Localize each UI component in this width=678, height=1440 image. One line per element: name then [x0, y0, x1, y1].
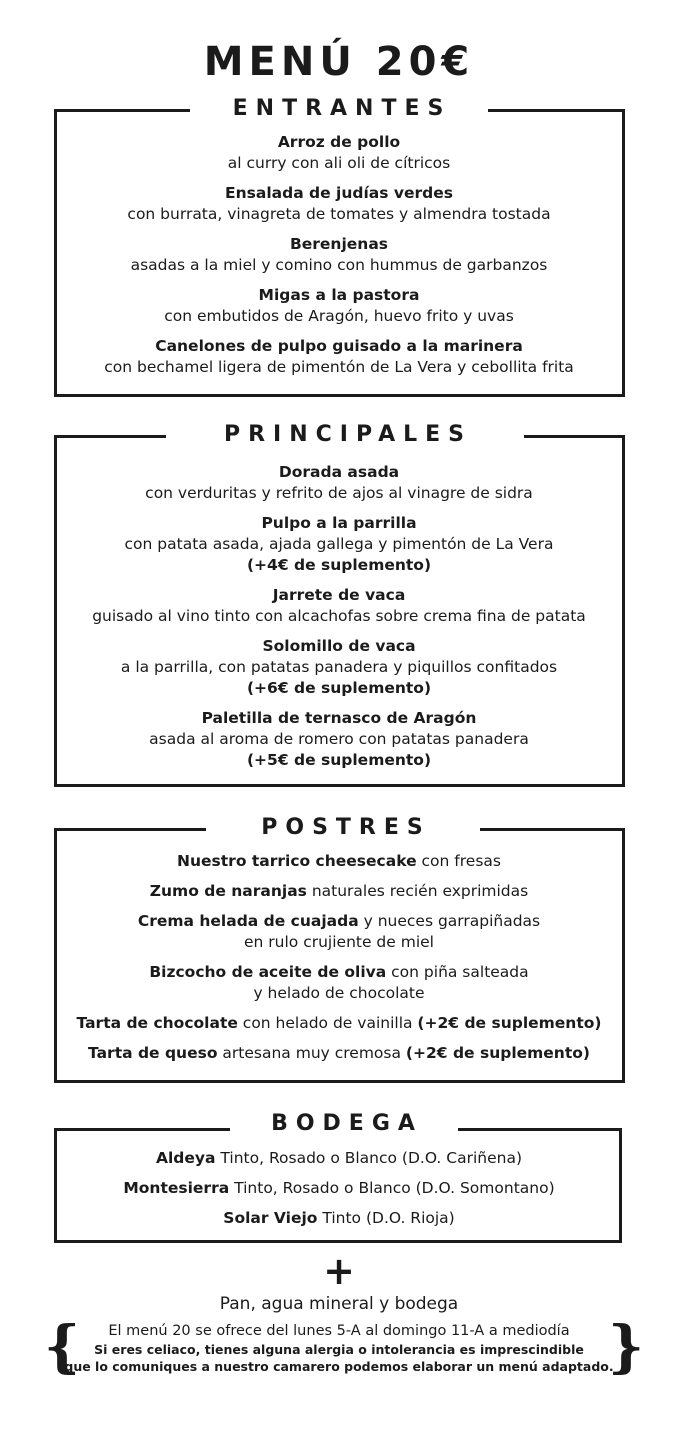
wine-item: Montesierra Tinto, Rosado o Blanco (D.O. Somontano) [123, 1179, 555, 1197]
menu-item: Jarrete de vaca guisado al vino tinto con alcachofas sobre crema fina de patata [92, 586, 586, 625]
menu-item: Pulpo a la parrilla con patata asada, ajada gallega y pimentón de La Vera (+4€ de suplemento) [124, 514, 554, 574]
bodega-list [0, 1148, 678, 1238]
wine-item: Solar Viejo Tinto (D.O. Rioja) [223, 1209, 455, 1227]
heading-principales: PRINCIPALES [166, 421, 524, 449]
menu-item: Solomillo de vaca a la parrilla, con patatas panadera y piquillos confitados (+6€ de suplemento) [120, 637, 558, 697]
principales-list [0, 462, 678, 780]
menu-notes [60, 1322, 618, 1375]
heading-postres: POSTRES [206, 814, 480, 842]
menu-item: Bizcocho de aceite de oliva con piña salteada y helado de chocolate [149, 963, 529, 1002]
heading-entrantes: ENTRANTES [190, 95, 488, 123]
left-brace-icon: { [44, 1314, 81, 1380]
menu-item: Tarta de queso artesana muy cremosa (+2€ de suplemento) [88, 1044, 590, 1062]
menu-item: Paletilla de ternasco de Aragón asada al aroma de romero con patatas panadera (+5€ de suplemento) [149, 709, 529, 769]
postres-list [0, 851, 678, 1073]
menu-item: Migas a la pastora con embutidos de Aragón, huevo frito y uvas [164, 286, 514, 325]
menu-item: Zumo de naranjas naturales recién exprimidas [149, 882, 529, 900]
plus-icon: + [323, 1249, 355, 1293]
menu-item: Berenjenas asadas a la miel y comino con hummus de garbanzos [130, 235, 548, 274]
heading-bodega: BODEGA [230, 1110, 458, 1138]
included-items: Pan, agua mineral y bodega [219, 1294, 459, 1314]
menu-item: Canelones de pulpo guisado a la marinera con bechamel ligera de pimentón de La Vera y cebollita frita [104, 337, 574, 376]
menu-item: Nuestro tarrico cheesecake con fresas [177, 852, 501, 870]
menu-item: Ensalada de judías verdes con burrata, vinagreta de tomates y almendra tostada [127, 184, 551, 223]
allergy-note-line2: que lo comuniques a nuestro camarero podemos elaborar un menú adaptado. [64, 1359, 614, 1374]
entrantes-list [0, 132, 678, 387]
menu-item: Tarta de chocolate con helado de vainilla (+2€ de suplemento) [76, 1014, 602, 1032]
menu-item: Arroz de pollo al curry con ali oli de cítricos [227, 133, 451, 172]
wine-item: Aldeya Tinto, Rosado o Blanco (D.O. Cariñena) [156, 1149, 522, 1167]
menu-title: MENÚ 20€ [203, 39, 475, 85]
allergy-note-line1: Si eres celiaco, tienes alguna alergia o intolerancia es imprescindible [94, 1342, 584, 1357]
right-brace-icon: } [608, 1314, 645, 1380]
menu-item: Crema helada de cuajada y nueces garrapiñadas en rulo crujiente de miel [137, 912, 541, 951]
availability-note: El menú 20 se ofrece del lunes 5-A al domingo 11-A a mediodía [108, 1323, 570, 1339]
menu-item: Dorada asada con verduritas y refrito de ajos al vinagre de sidra [145, 463, 533, 502]
